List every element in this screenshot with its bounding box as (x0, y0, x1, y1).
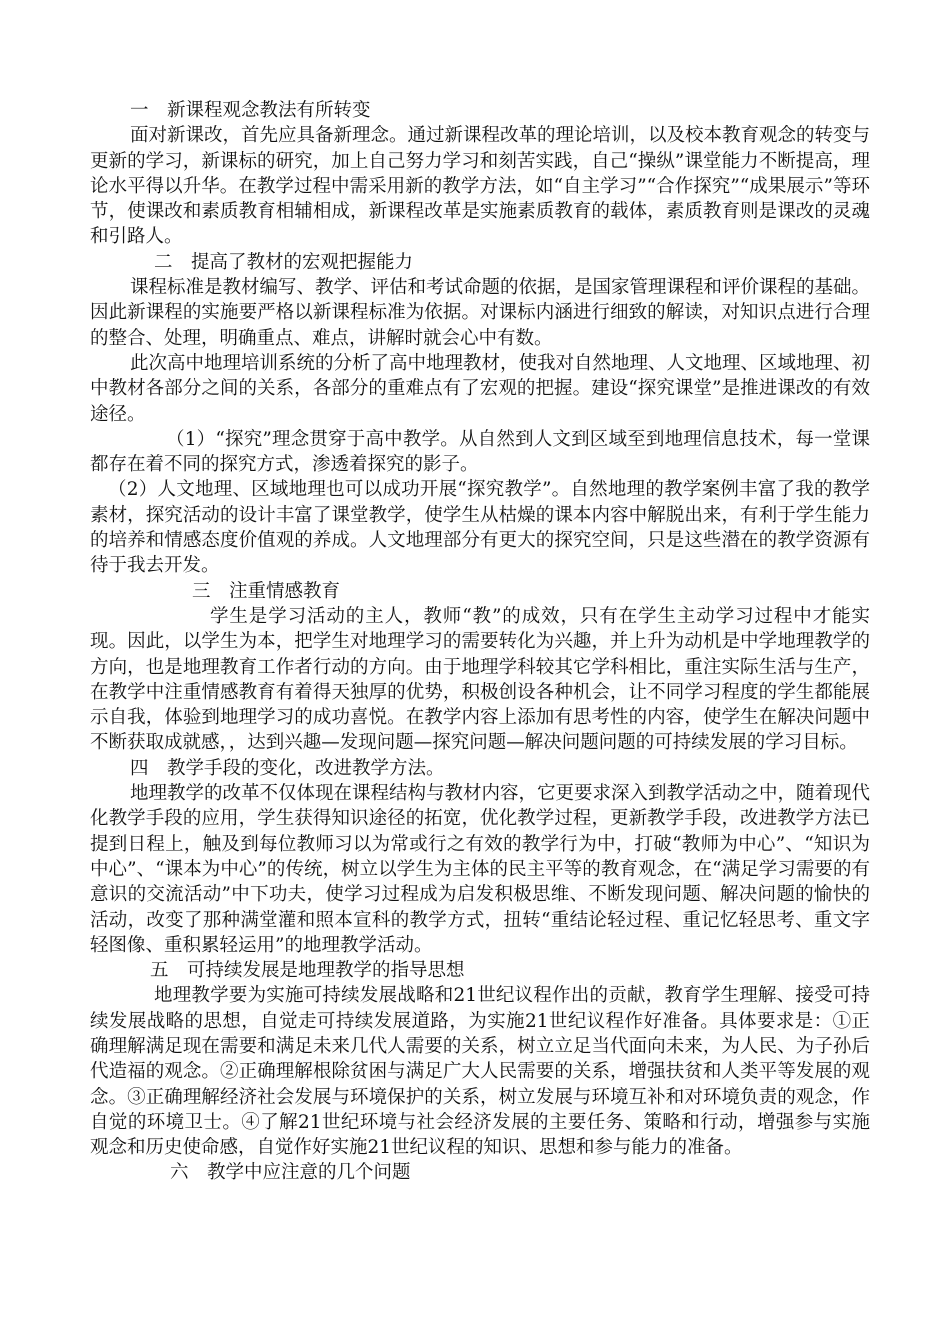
paragraph: （2）人文地理、区域地理也可以成功开展“探究教学”。自然地理的教学案例丰富了我的教学素材，探究活动的设计丰富了课堂教学，使学生从枯燥的课本内容中解脱出来，有利于学生能力的培养和情感态度价值观的养成。人文地理部分有更大的探究空间，只是这些潜在的教学资源有待于我去开发。 (90, 479, 870, 577)
paragraph: 学生是学习活动的主人，教师“教”的成效，只有在学生主动学习过程中才能实现。因此，以学生为本，把学生对地理学习的需要转化为兴趣，并上升为动机是中学地理教学的方向，也是地理教育工作者行动的方向。由于地理学科较其它学科相比，重注实际生活与生产，在教学中注重情感教育有着得天独厚的优势，积极创设各种机会，让不同学习程度的学生都能展示自我，体验到地理学习的成功喜悦。在教学内容上添加有思考性的内容，使学生在解决问题中不断获取成就感，，达到兴趣—发现问题—探究问题—解决问题问题的可持续发展的学习目标。 (90, 605, 870, 754)
paragraph: 地理教学的改革不仅体现在课程结构与教材内容，它更要求深入到教学活动之中，随着现代化教学手段的应用，学生获得知识途径的拓宽，优化教学过程，更新教学手段，改进教学方法已提到日程上，触及到每位教师习以为常或行之有效的教学行为中，打破“教师为中心”、“知识为中心”、“课本为中心”的传统，树立以学生为主体的民主平等的教育观念，在“满足学习需要的有意识的交流活动”中下功夫，使学习过程成为启发积极思维、不断发现问题、解决问题的愉快的活动，改变了那种满堂灌和照本宣科的教学方式，扭转“重结论轻过程、重记忆轻思考、重文字轻图像、重积累轻运用”的地理教学活动。 (90, 783, 871, 956)
paragraph: （1）“探究”理念贯穿于高中教学。从自然到人文到区域至到地理信息技术，每一堂课都存在着不同的探究方式，渗透着探究的影子。 (90, 428, 870, 476)
section-heading-5: 五 可持续发展是地理教学的指导思想 (150, 960, 465, 982)
section-heading-4: 四 教学手段的变化，改进教学方法。 (130, 757, 445, 779)
paragraph: 地理教学要为实施可持续发展战略和21世纪议程作出的贡献，教育学生理解、接受可持续发展战略的思想，自觉走可持续发展道路，为实施21世纪议程作好准备。具体要求是：①正确理解满足现在需要和满足未来几代人需要的关系，树立立足当代面向未来，为人民、为子孙后代造福的观念。②正确理解根除贫困与满足广大人民需要的关系，增强扶贫和人类平等发展的观念。③正确理解经济社会发展与环境保护的关系，树立发展与环境互补和对环境负责的观念，作自觉的环境卫士。④了解21世纪环境与社会经济发展的主要任务、策略和行动，增强参与实施观念和历史使命感，自觉作好实施21世纪议程的知识、思想和参与能力的准备。 (90, 985, 870, 1159)
paragraph: 面对新课改，首先应具备新理念。通过新课程改革的理论培训，以及校本教育观念的转变与更新的学习，新课标的研究，加上自己努力学习和刻苦实践，自己“操纵”课堂能力不断提高，理论水平得以升华。在教学过程中需采用新的教学方法，如“自主学习”“合作探究”“成果展示”等环节，使课改和素质教育相辅相成，新课程改革是实施素质教育的载体，素质教育则是课改的灵魂和引路人。 (90, 125, 871, 248)
paragraph: 此次高中地理培训系统的分析了高中地理教材，使我对自然地理、人文地理、区域地理、初中教材各部分之间的关系，各部分的重难点有了宏观的把握。建设“探究课堂”是推进课改的有效途径。 (90, 352, 871, 425)
section-heading-1: 一 新课程观念教法有所转变 (130, 100, 371, 121)
section-heading-3: 三 注重情感教育 (192, 580, 341, 602)
section-heading-2: 二 提高了教材的宏观把握能力 (154, 251, 414, 273)
section-heading-6: 六 教学中应注意的几个问题 (170, 1162, 411, 1184)
paragraph: 课程标准是教材编写、教学、评估和考试命题的依据，是国家管理课程和评价课程的基础。因此新课程的实施要严格以新课程标准为依据。对课标内涵进行细致的解读，对知识点进行合理的整合、处理，明确重点、难点，讲解时就会心中有数。 (90, 277, 871, 349)
document-body (90, 98, 870, 1186)
